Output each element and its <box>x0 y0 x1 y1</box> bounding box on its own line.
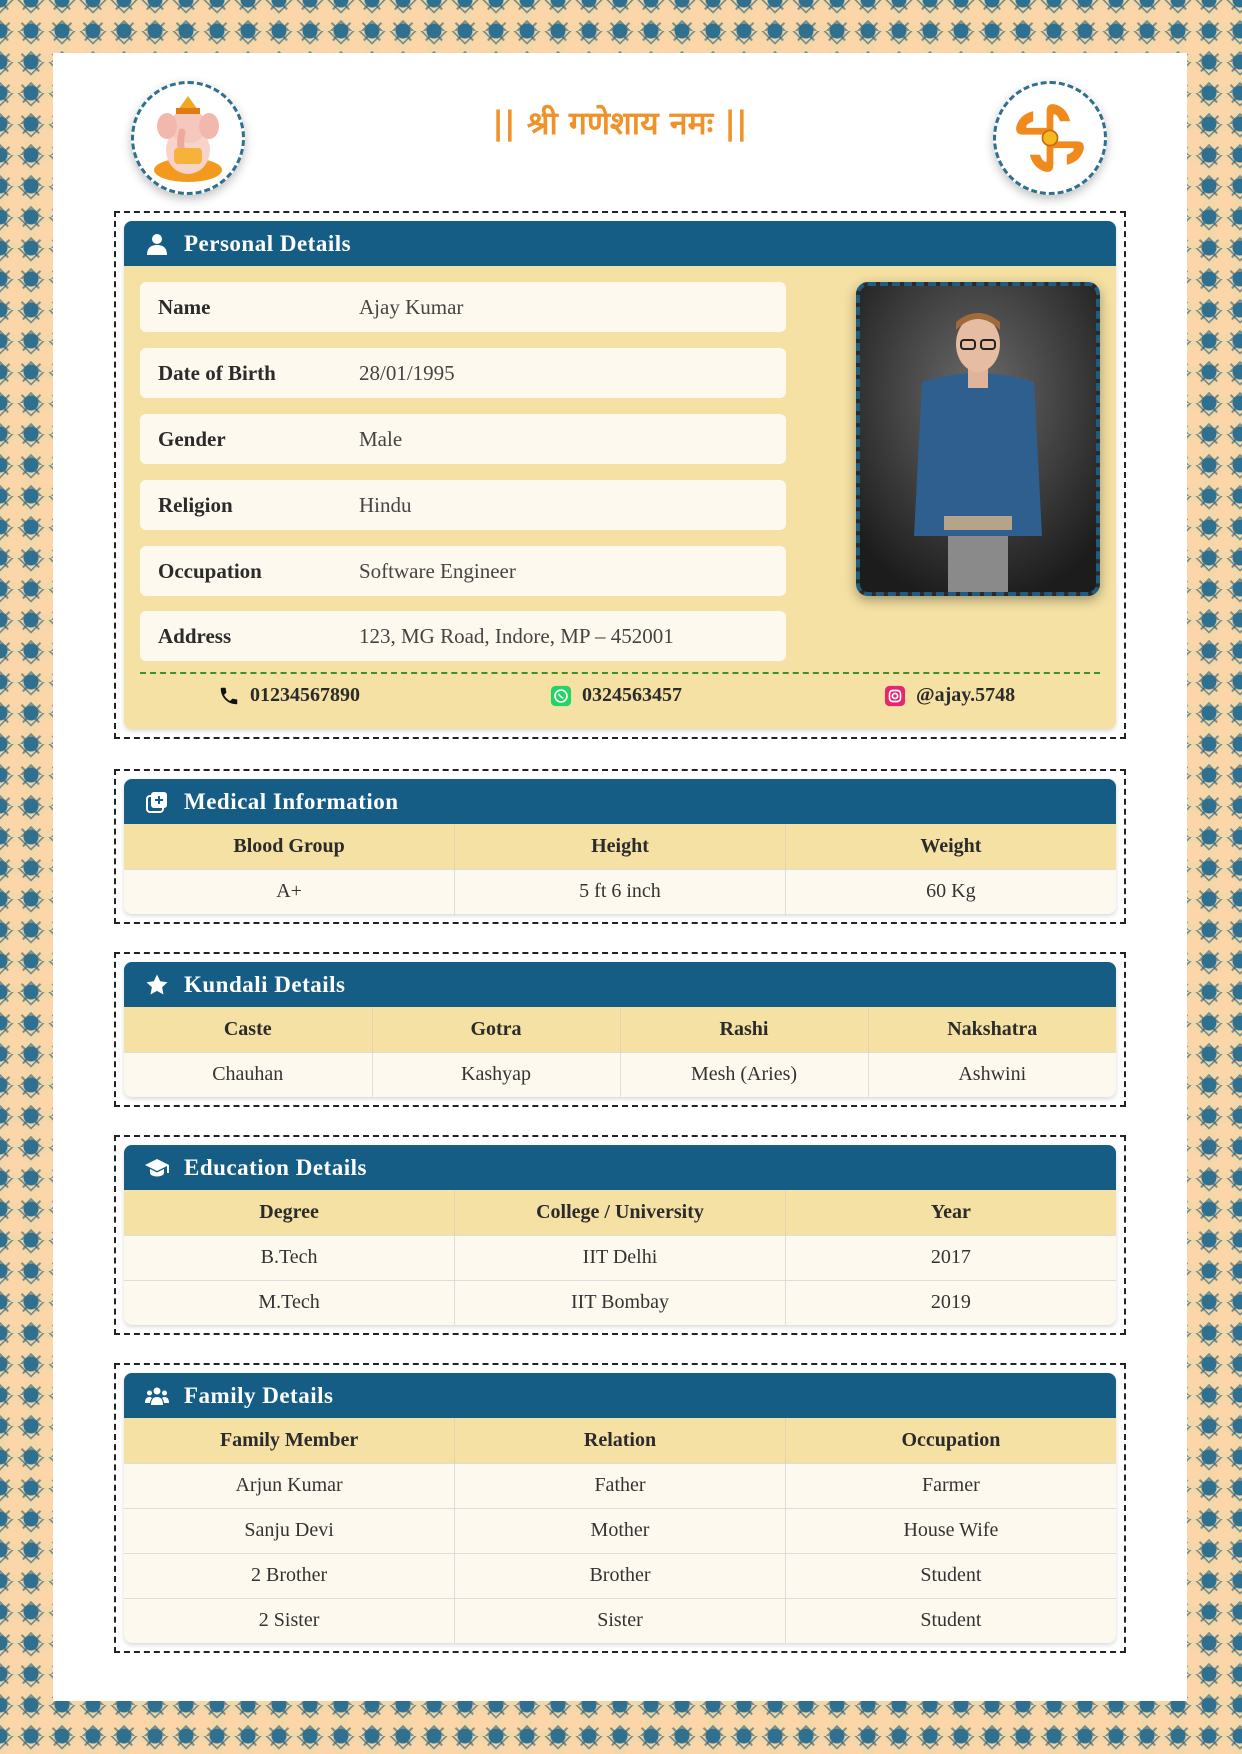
column-header: Nakshatra <box>868 1007 1116 1052</box>
field-row-occupation <box>140 546 786 596</box>
section-title: Family Details <box>184 1382 334 1408</box>
phone-contact <box>218 684 360 707</box>
personal-details-header <box>124 221 1116 266</box>
contact-divider <box>140 672 1100 674</box>
table-row <box>124 869 1116 914</box>
education-table <box>124 1190 1116 1325</box>
table-cell: B.Tech <box>124 1235 455 1280</box>
table-cell: Mother <box>455 1508 786 1553</box>
field-label: Gender <box>158 426 226 451</box>
table-row <box>124 1052 1116 1097</box>
family-details-section <box>114 1363 1126 1653</box>
personal-details-section <box>114 211 1126 739</box>
table-cell: House Wife <box>785 1508 1116 1553</box>
field-label: Religion <box>158 492 233 517</box>
table-cell: IIT Bombay <box>455 1280 786 1325</box>
whatsapp-number: 0324563457 <box>582 684 682 706</box>
field-value: Male <box>359 426 403 451</box>
field-value: 123, MG Road, Indore, MP – 452001 <box>359 623 674 648</box>
user-icon <box>144 231 170 257</box>
column-header: Weight <box>785 824 1116 869</box>
table-row <box>124 1463 1116 1508</box>
table-row <box>124 1235 1116 1280</box>
instagram-contact <box>884 684 1015 707</box>
table-cell: Mesh (Aries) <box>620 1052 868 1097</box>
star-icon <box>144 972 170 998</box>
family-icon <box>144 1383 170 1409</box>
education-details-card <box>124 1145 1116 1325</box>
instagram-icon <box>884 685 906 707</box>
kundali-table <box>124 1007 1116 1097</box>
phone-number: 01234567890 <box>250 684 360 706</box>
graduation-cap-icon <box>144 1155 170 1181</box>
column-header: Blood Group <box>124 824 455 869</box>
field-value: Software Engineer <box>359 558 516 583</box>
table-header-row <box>124 1190 1116 1235</box>
whatsapp-icon <box>550 685 572 707</box>
table-row <box>124 1280 1116 1325</box>
table-cell: Farmer <box>785 1463 1116 1508</box>
table-cell: Ashwini <box>868 1052 1116 1097</box>
instagram-handle: @ajay.5748 <box>916 684 1016 706</box>
table-cell: 60 Kg <box>785 869 1116 914</box>
table-row <box>124 1553 1116 1598</box>
mantra-title: || श्री गणेशाय नमः || <box>492 104 748 142</box>
personal-details-card <box>124 221 1116 729</box>
column-header: College / University <box>455 1190 786 1235</box>
medical-information-header <box>124 779 1116 824</box>
section-title: Medical Information <box>184 788 399 814</box>
section-title: Education Details <box>184 1154 367 1180</box>
column-header: Family Member <box>124 1418 455 1463</box>
family-table <box>124 1418 1116 1643</box>
field-row-religion <box>140 480 786 530</box>
table-cell: 2 Brother <box>124 1553 455 1598</box>
table-header-row <box>124 1418 1116 1463</box>
table-cell: 2019 <box>785 1280 1116 1325</box>
section-title: Personal Details <box>184 230 352 256</box>
table-cell: Brother <box>455 1553 786 1598</box>
table-cell: 5 ft 6 inch <box>455 869 786 914</box>
table-header-row <box>124 1007 1116 1052</box>
field-label: Name <box>158 294 211 319</box>
medical-information-card <box>124 779 1116 914</box>
medical-table <box>124 824 1116 914</box>
education-details-header <box>124 1145 1116 1190</box>
column-header: Rashi <box>620 1007 868 1052</box>
table-cell: Chauhan <box>124 1052 372 1097</box>
medical-information-section <box>114 769 1126 924</box>
table-cell: M.Tech <box>124 1280 455 1325</box>
table-cell: Kashyap <box>372 1052 620 1097</box>
whatsapp-contact <box>550 684 682 707</box>
column-header: Caste <box>124 1007 372 1052</box>
table-cell: Sister <box>455 1598 786 1643</box>
field-value: Ajay Kumar <box>359 294 464 319</box>
field-row-dob <box>140 348 786 398</box>
field-row-address <box>140 611 786 661</box>
column-header: Relation <box>455 1418 786 1463</box>
field-value: Hindu <box>359 492 412 517</box>
kundali-details-header <box>124 962 1116 1007</box>
field-label: Date of Birth <box>158 360 276 385</box>
medical-icon <box>144 789 170 815</box>
field-value: 28/01/1995 <box>359 360 455 385</box>
column-header: Gotra <box>372 1007 620 1052</box>
table-cell: Student <box>785 1598 1116 1643</box>
table-cell: A+ <box>124 869 455 914</box>
profile-photo <box>856 282 1100 596</box>
table-row <box>124 1508 1116 1553</box>
page-header <box>53 53 1187 213</box>
table-row <box>124 1598 1116 1643</box>
table-cell: 2 Sister <box>124 1598 455 1643</box>
column-header: Degree <box>124 1190 455 1235</box>
family-details-header <box>124 1373 1116 1418</box>
personal-details-body <box>124 266 1116 729</box>
column-header: Height <box>455 824 786 869</box>
table-cell: Sanju Devi <box>124 1508 455 1553</box>
kundali-details-card <box>124 962 1116 1097</box>
field-label: Address <box>158 623 232 648</box>
field-label: Occupation <box>158 558 262 583</box>
column-header: Occupation <box>785 1418 1116 1463</box>
swastika-icon <box>993 81 1107 195</box>
kundali-details-section <box>114 952 1126 1107</box>
phone-icon <box>218 685 240 707</box>
biodata-page <box>53 53 1187 1701</box>
table-cell: Student <box>785 1553 1116 1598</box>
education-details-section <box>114 1135 1126 1335</box>
table-cell: Arjun Kumar <box>124 1463 455 1508</box>
table-header-row <box>124 824 1116 869</box>
field-row-name <box>140 282 786 332</box>
family-details-card <box>124 1373 1116 1643</box>
field-row-gender <box>140 414 786 464</box>
column-header: Year <box>785 1190 1116 1235</box>
table-cell: IIT Delhi <box>455 1235 786 1280</box>
table-cell: 2017 <box>785 1235 1116 1280</box>
table-cell: Father <box>455 1463 786 1508</box>
section-title: Kundali Details <box>184 971 346 997</box>
